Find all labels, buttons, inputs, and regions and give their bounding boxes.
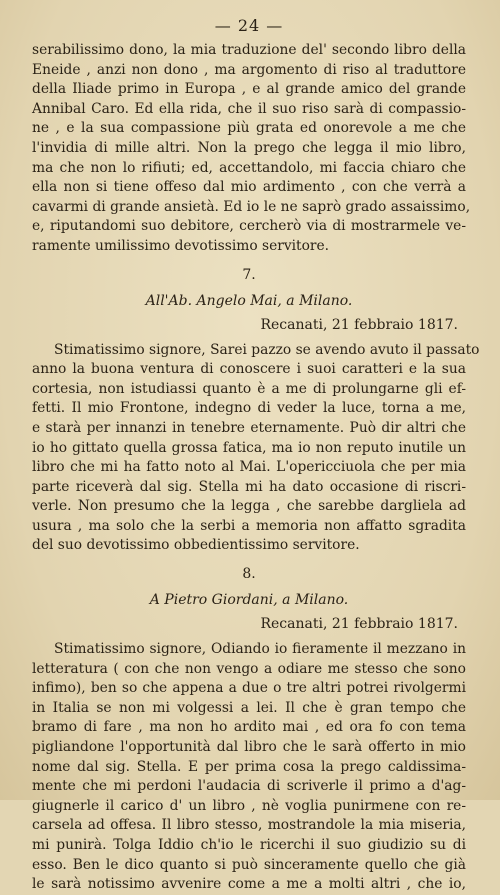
text-line: giugnerle il carico d' un libro , nè voglia punirmene con re-: [32, 797, 466, 814]
letter-addressee: All'Ab. Angelo Mai, a Milano.: [145, 292, 353, 309]
text-line: nome dal sig. Stella. E per prima cosa la prego caldissima-: [32, 758, 466, 775]
text-line: ma che non lo rifiuti; ed, accettandolo, mi faccia chiaro che: [32, 159, 466, 176]
letter-addressee: A Pietro Giordani, a Milano.: [149, 592, 349, 609]
text-line: e, riputandomi suo debitore, cercherò via di mostrarmele ve-: [32, 218, 466, 235]
text-line: in Italia se non mi volgessi a lei. Il che è gran tempo che: [32, 699, 466, 716]
letter-6-tail: [32, 41, 471, 257]
text-line: e starà per innanzi in tenebre eternamente. Può dir altri che: [32, 419, 466, 436]
text-line: fetti. Il mio Frontone, indegno di veder la luce, torna a me,: [32, 400, 466, 417]
letter-7: [32, 265, 480, 557]
text-line: ramente umilissimo devotissimo servitore.: [32, 237, 330, 254]
text-line: pigliandone l'opportunità dal libro che le sarà offerto in mio: [32, 739, 466, 756]
text-line: usura , ma solo che la serbi a memoria non affatto sgradita: [32, 517, 466, 534]
text-line: della Iliade primo in Europa , e al grande amico del grande: [32, 81, 466, 98]
text-line: cortesia, non istudiassi quanto è a me di prolungarne gli ef-: [32, 380, 466, 397]
text-line: Annibal Caro. Ed ella rida, che il suo riso sarà di compassio-: [32, 100, 466, 117]
text-line: infimo), ben so che appena a due o tre altri potrei rivolgermi: [32, 680, 466, 697]
text-line: ella non si tiene offeso dal mio ardimento , con che verrà a: [32, 179, 466, 196]
text-line: serabilissimo dono, la mia traduzione del' secondo libro della: [32, 42, 466, 58]
text-line: anno la buona ventura di conoscere i suoi caratteri e la sua: [32, 361, 466, 378]
text-line: libro che mi ha fatto noto al Mai. L'opericciuola che per mia: [32, 459, 466, 476]
text-line: parte riceverà dal sig. Stella mi ha dato occasione di riscri-: [32, 478, 466, 495]
text-line: ne , e la sua compassione più grata ed onorevole a me che: [32, 120, 466, 137]
text-line: bramo di fare , ma non ho ardito mai , ed ora fo con tema: [32, 719, 466, 736]
text-line: verle. Non presumo che la legga , che sarebbe dargliela ad: [32, 498, 466, 515]
letter-date: Recanati, 21 febbraio 1817.: [260, 616, 458, 633]
text-line: Stimatissimo signore, Odiando io fieramente il mezzano in: [54, 641, 466, 658]
text-line: carsela ad offesa. Il libro stesso, mostrandole la mia miseria,: [32, 817, 466, 834]
text-line: letteratura ( con che non vengo a odiare me stesso che sono: [32, 660, 466, 677]
text-line: cavarmi di grande ansietà. Ed io le ne saprò grado assaissimo,: [32, 198, 471, 215]
text-line: Stimatissimo signore, Sarei pazzo se avendo avuto il passato: [54, 341, 480, 358]
text-line: l'invidia di mille altri. Non la prego che legga il mio libro,: [32, 139, 466, 156]
page-number: — 24 —: [214, 16, 284, 35]
text-line: le sarà notissimo avvenire come a me a molti altri , che io,: [32, 876, 466, 893]
letter-date: Recanati, 21 febbraio 1817.: [260, 316, 458, 333]
text-line: Eneide , anzi non dono , ma argomento di riso al traduttore: [32, 61, 466, 78]
text-line: io ho gittato quella grossa fatica, ma io non reputo inutile un: [32, 439, 466, 456]
letter-number: 8.: [242, 566, 256, 583]
letter-number: 7.: [242, 266, 256, 283]
text-line: mi punirà. Tolga Iddio ch'io le ricerchi il suo giudizio su di: [32, 837, 466, 853]
text-line: del suo devotissimo obbedientissimo servitore.: [32, 537, 360, 554]
letter-8: [32, 564, 466, 895]
text-line: mente che mi perdoni l'audacia di scriverle il primo a d'ag-: [32, 778, 466, 795]
text-line: esso. Ben le dico quanto si può sinceramente quello che già: [32, 856, 466, 873]
